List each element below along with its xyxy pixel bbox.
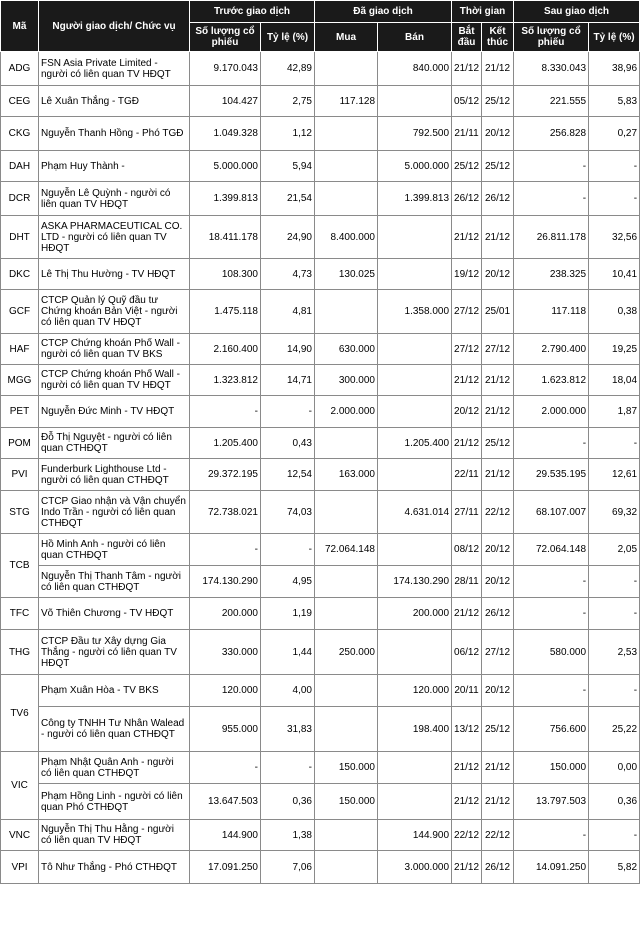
table-row: [1, 752, 640, 784]
header-after-pct: Tỷ lệ (%): [589, 23, 640, 52]
after-qty-cell: -: [514, 428, 589, 459]
person-cell: Nguyễn Thị Thanh Tâm - người có liên quan CTHĐQT: [39, 566, 190, 598]
end-date-cell: 26/12: [482, 182, 514, 216]
after-pct-cell: 25,22: [589, 707, 640, 752]
after-qty-cell: -: [514, 820, 589, 851]
sell-cell: 5.000.000: [378, 151, 452, 182]
table-row: [1, 491, 640, 534]
header-time: Thời gian: [452, 1, 514, 23]
table-row: [1, 566, 640, 598]
stock-code-cell: TV6: [1, 675, 39, 752]
before-pct-cell: 42,89: [261, 52, 315, 86]
person-cell: Phạm Huy Thành -: [39, 151, 190, 182]
table-row: [1, 216, 640, 259]
header-traded: Đã giao dịch: [315, 1, 452, 23]
after-pct-cell: 0,38: [589, 290, 640, 334]
buy-cell: 250.000: [315, 630, 378, 675]
after-qty-cell: 13.797.503: [514, 784, 589, 820]
sell-cell: [378, 334, 452, 365]
stock-code-cell: CKG: [1, 117, 39, 151]
before-qty-cell: 120.000: [190, 675, 261, 707]
header-code: Mã: [1, 1, 39, 52]
stock-code-cell: VPI: [1, 851, 39, 884]
sell-cell: 4.631.014: [378, 491, 452, 534]
person-cell: Hồ Minh Anh - người có liên quan CTHĐQT: [39, 534, 190, 566]
person-cell: CTCP Quản lý Quỹ đầu tư Chứng khoán Bản Việt - người có liên quan TV HĐQT: [39, 290, 190, 334]
stock-code-cell: PVI: [1, 459, 39, 491]
after-pct-cell: 32,56: [589, 216, 640, 259]
person-cell: Võ Thiên Chương - TV HĐQT: [39, 598, 190, 630]
end-date-cell: 26/12: [482, 598, 514, 630]
buy-cell: 150.000: [315, 752, 378, 784]
before-pct-cell: 0,36: [261, 784, 315, 820]
end-date-cell: 21/12: [482, 216, 514, 259]
person-cell: Nguyễn Đức Minh - TV HĐQT: [39, 396, 190, 428]
before-qty-cell: -: [190, 534, 261, 566]
end-date-cell: 27/12: [482, 630, 514, 675]
stock-code-cell: THG: [1, 630, 39, 675]
table-row: [1, 598, 640, 630]
end-date-cell: 20/12: [482, 117, 514, 151]
sell-cell: 840.000: [378, 52, 452, 86]
table-row: [1, 182, 640, 216]
buy-cell: [315, 707, 378, 752]
before-pct-cell: 1,38: [261, 820, 315, 851]
end-date-cell: 20/12: [482, 259, 514, 290]
end-date-cell: 27/12: [482, 334, 514, 365]
header-before-qty: Số lượng cổ phiếu: [190, 23, 261, 52]
table-row: [1, 86, 640, 117]
before-pct-cell: 4,95: [261, 566, 315, 598]
start-date-cell: 05/12: [452, 86, 482, 117]
before-qty-cell: 174.130.290: [190, 566, 261, 598]
after-qty-cell: 14.091.250: [514, 851, 589, 884]
stock-code-cell: VNC: [1, 820, 39, 851]
after-qty-cell: -: [514, 151, 589, 182]
header-end: Kết thúc: [482, 23, 514, 52]
buy-cell: 72.064.148: [315, 534, 378, 566]
header-after-qty: Số lượng cổ phiếu: [514, 23, 589, 52]
before-qty-cell: 104.427: [190, 86, 261, 117]
sell-cell: [378, 752, 452, 784]
table-row: [1, 534, 640, 566]
start-date-cell: 19/12: [452, 259, 482, 290]
after-qty-cell: 256.828: [514, 117, 589, 151]
person-cell: Lê Thị Thu Hường - TV HĐQT: [39, 259, 190, 290]
table-row: [1, 851, 640, 884]
start-date-cell: 13/12: [452, 707, 482, 752]
header-buy: Mua: [315, 23, 378, 52]
before-pct-cell: 31,83: [261, 707, 315, 752]
start-date-cell: 21/12: [452, 52, 482, 86]
end-date-cell: 21/12: [482, 459, 514, 491]
stock-code-cell: GCF: [1, 290, 39, 334]
after-pct-cell: 69,32: [589, 491, 640, 534]
sell-cell: 200.000: [378, 598, 452, 630]
start-date-cell: 08/12: [452, 534, 482, 566]
before-pct-cell: 74,03: [261, 491, 315, 534]
before-pct-cell: 1,44: [261, 630, 315, 675]
end-date-cell: 26/12: [482, 851, 514, 884]
end-date-cell: 25/12: [482, 86, 514, 117]
start-date-cell: 21/12: [452, 598, 482, 630]
after-qty-cell: 221.555: [514, 86, 589, 117]
buy-cell: [315, 290, 378, 334]
buy-cell: 130.025: [315, 259, 378, 290]
before-pct-cell: 7,06: [261, 851, 315, 884]
after-qty-cell: 2.790.400: [514, 334, 589, 365]
before-qty-cell: 1.399.813: [190, 182, 261, 216]
person-cell: Nguyễn Lê Quỳnh - người có liên quan TV HĐQT: [39, 182, 190, 216]
table-row: [1, 290, 640, 334]
header-person: Người giao dịch/ Chức vụ: [39, 1, 190, 52]
after-pct-cell: -: [589, 820, 640, 851]
before-pct-cell: 1,12: [261, 117, 315, 151]
before-qty-cell: 1.475.118: [190, 290, 261, 334]
table-row: [1, 784, 640, 820]
start-date-cell: 28/11: [452, 566, 482, 598]
buy-cell: 8.400.000: [315, 216, 378, 259]
after-pct-cell: -: [589, 598, 640, 630]
sell-cell: [378, 365, 452, 396]
buy-cell: [315, 117, 378, 151]
stock-code-cell: TFC: [1, 598, 39, 630]
start-date-cell: 22/12: [452, 820, 482, 851]
start-date-cell: 21/12: [452, 784, 482, 820]
end-date-cell: 20/12: [482, 534, 514, 566]
person-cell: CTCP Giao nhận và Vận chuyển Indo Trần - người có liên quan CTHĐQT: [39, 491, 190, 534]
after-qty-cell: 756.600: [514, 707, 589, 752]
buy-cell: [315, 52, 378, 86]
end-date-cell: 21/12: [482, 396, 514, 428]
stock-code-cell: PET: [1, 396, 39, 428]
table-row: [1, 459, 640, 491]
after-pct-cell: -: [589, 675, 640, 707]
buy-cell: 300.000: [315, 365, 378, 396]
before-pct-cell: 24,90: [261, 216, 315, 259]
after-qty-cell: 580.000: [514, 630, 589, 675]
sell-cell: 3.000.000: [378, 851, 452, 884]
sell-cell: 144.900: [378, 820, 452, 851]
after-pct-cell: 12,61: [589, 459, 640, 491]
sell-cell: 174.130.290: [378, 566, 452, 598]
after-qty-cell: -: [514, 598, 589, 630]
before-qty-cell: 144.900: [190, 820, 261, 851]
after-qty-cell: 26.811.178: [514, 216, 589, 259]
start-date-cell: 06/12: [452, 630, 482, 675]
person-cell: Nguyễn Thị Thu Hằng - người có liên quan TV HĐQT: [39, 820, 190, 851]
end-date-cell: 20/12: [482, 566, 514, 598]
sell-cell: 1.205.400: [378, 428, 452, 459]
table-row: [1, 707, 640, 752]
after-qty-cell: 8.330.043: [514, 52, 589, 86]
person-cell: Phạm Nhật Quân Anh - người có liên quan CTHĐQT: [39, 752, 190, 784]
before-qty-cell: 1.049.328: [190, 117, 261, 151]
sell-cell: [378, 630, 452, 675]
stock-code-cell: VIC: [1, 752, 39, 820]
before-pct-cell: 14,90: [261, 334, 315, 365]
table-row: [1, 675, 640, 707]
before-pct-cell: 4,81: [261, 290, 315, 334]
person-cell: Phạm Xuân Hòa - TV BKS: [39, 675, 190, 707]
table-row: [1, 365, 640, 396]
buy-cell: [315, 598, 378, 630]
sell-cell: [378, 86, 452, 117]
end-date-cell: 25/01: [482, 290, 514, 334]
person-cell: Tô Như Thắng - Phó CTHĐQT: [39, 851, 190, 884]
stock-code-cell: CEG: [1, 86, 39, 117]
person-cell: FSN Asia Private Limited - người có liên quan TV HĐQT: [39, 52, 190, 86]
before-pct-cell: 4,73: [261, 259, 315, 290]
after-qty-cell: 238.325: [514, 259, 589, 290]
person-cell: CTCP Chứng khoán Phố Wall - người có liên quan TV HĐQT: [39, 365, 190, 396]
person-cell: Phạm Hồng Linh - người có liên quan Phó CTHĐQT: [39, 784, 190, 820]
end-date-cell: 21/12: [482, 784, 514, 820]
before-qty-cell: 5.000.000: [190, 151, 261, 182]
after-qty-cell: 68.107.007: [514, 491, 589, 534]
stock-code-cell: HAF: [1, 334, 39, 365]
sell-cell: 792.500: [378, 117, 452, 151]
stock-code-cell: STG: [1, 491, 39, 534]
start-date-cell: 21/11: [452, 117, 482, 151]
before-qty-cell: -: [190, 396, 261, 428]
before-pct-cell: 14,71: [261, 365, 315, 396]
after-qty-cell: 117.118: [514, 290, 589, 334]
sell-cell: [378, 534, 452, 566]
sell-cell: 120.000: [378, 675, 452, 707]
start-date-cell: 21/12: [452, 216, 482, 259]
before-pct-cell: 5,94: [261, 151, 315, 182]
before-qty-cell: 2.160.400: [190, 334, 261, 365]
table-row: [1, 259, 640, 290]
stock-code-cell: MGG: [1, 365, 39, 396]
after-pct-cell: 2,05: [589, 534, 640, 566]
header-after: Sau giao dịch: [514, 1, 640, 23]
person-cell: Lê Xuân Thắng - TGĐ: [39, 86, 190, 117]
table-row: [1, 117, 640, 151]
before-qty-cell: 330.000: [190, 630, 261, 675]
start-date-cell: 21/12: [452, 428, 482, 459]
stock-code-cell: DHT: [1, 216, 39, 259]
start-date-cell: 27/11: [452, 491, 482, 534]
after-qty-cell: 1.623.812: [514, 365, 589, 396]
stock-code-cell: POM: [1, 428, 39, 459]
after-qty-cell: -: [514, 566, 589, 598]
buy-cell: 150.000: [315, 784, 378, 820]
after-qty-cell: -: [514, 182, 589, 216]
before-qty-cell: 29.372.195: [190, 459, 261, 491]
end-date-cell: 22/12: [482, 820, 514, 851]
person-cell: Công ty TNHH Tư Nhân Walead - người có liên quan CTHĐQT: [39, 707, 190, 752]
start-date-cell: 21/12: [452, 365, 482, 396]
start-date-cell: 27/12: [452, 290, 482, 334]
end-date-cell: 22/12: [482, 491, 514, 534]
table-row: [1, 334, 640, 365]
before-pct-cell: -: [261, 396, 315, 428]
before-qty-cell: 1.205.400: [190, 428, 261, 459]
stock-code-cell: DCR: [1, 182, 39, 216]
before-pct-cell: 0,43: [261, 428, 315, 459]
sell-cell: [378, 259, 452, 290]
person-cell: Đỗ Thị Nguyệt - người có liên quan CTHĐQT: [39, 428, 190, 459]
end-date-cell: 21/12: [482, 52, 514, 86]
header-sell: Bán: [378, 23, 452, 52]
after-pct-cell: 0,36: [589, 784, 640, 820]
buy-cell: 2.000.000: [315, 396, 378, 428]
stock-code-cell: TCB: [1, 534, 39, 598]
header-before: Trước giao dịch: [190, 1, 315, 23]
end-date-cell: 25/12: [482, 707, 514, 752]
after-pct-cell: 0,00: [589, 752, 640, 784]
after-pct-cell: -: [589, 566, 640, 598]
sell-cell: 1.358.000: [378, 290, 452, 334]
before-qty-cell: 1.323.812: [190, 365, 261, 396]
end-date-cell: 21/12: [482, 752, 514, 784]
after-pct-cell: 18,04: [589, 365, 640, 396]
start-date-cell: 21/12: [452, 752, 482, 784]
before-pct-cell: 21,54: [261, 182, 315, 216]
before-qty-cell: 955.000: [190, 707, 261, 752]
after-pct-cell: 2,53: [589, 630, 640, 675]
person-cell: Nguyễn Thanh Hồng - Phó TGĐ: [39, 117, 190, 151]
before-pct-cell: -: [261, 752, 315, 784]
stock-code-cell: DKC: [1, 259, 39, 290]
after-pct-cell: -: [589, 151, 640, 182]
table-row: [1, 820, 640, 851]
before-qty-cell: -: [190, 752, 261, 784]
sell-cell: [378, 459, 452, 491]
before-pct-cell: -: [261, 534, 315, 566]
buy-cell: [315, 566, 378, 598]
after-pct-cell: 38,96: [589, 52, 640, 86]
header-start: Bắt đầu: [452, 23, 482, 52]
after-qty-cell: 72.064.148: [514, 534, 589, 566]
after-pct-cell: -: [589, 182, 640, 216]
start-date-cell: 25/12: [452, 151, 482, 182]
end-date-cell: 25/12: [482, 428, 514, 459]
person-cell: ASKA PHARMACEUTICAL CO. LTD - người có liên quan TV HĐQT: [39, 216, 190, 259]
start-date-cell: 26/12: [452, 182, 482, 216]
start-date-cell: 21/12: [452, 851, 482, 884]
after-pct-cell: 10,41: [589, 259, 640, 290]
before-qty-cell: 72.738.021: [190, 491, 261, 534]
before-qty-cell: 108.300: [190, 259, 261, 290]
before-qty-cell: 9.170.043: [190, 52, 261, 86]
before-qty-cell: 18.411.178: [190, 216, 261, 259]
person-cell: Funderburk Lighthouse Ltd - người có liên quan CTHĐQT: [39, 459, 190, 491]
end-date-cell: 20/12: [482, 675, 514, 707]
before-qty-cell: 200.000: [190, 598, 261, 630]
buy-cell: [315, 820, 378, 851]
after-pct-cell: -: [589, 428, 640, 459]
before-pct-cell: 1,19: [261, 598, 315, 630]
table-body: [1, 52, 640, 884]
after-qty-cell: 29.535.195: [514, 459, 589, 491]
table-row: [1, 428, 640, 459]
buy-cell: 630.000: [315, 334, 378, 365]
buy-cell: 163.000: [315, 459, 378, 491]
after-pct-cell: 1,87: [589, 396, 640, 428]
table-row: [1, 630, 640, 675]
before-pct-cell: 12,54: [261, 459, 315, 491]
start-date-cell: 22/11: [452, 459, 482, 491]
after-qty-cell: 2.000.000: [514, 396, 589, 428]
buy-cell: [315, 491, 378, 534]
end-date-cell: 25/12: [482, 151, 514, 182]
sell-cell: 1.399.813: [378, 182, 452, 216]
start-date-cell: 20/11: [452, 675, 482, 707]
before-pct-cell: 4,00: [261, 675, 315, 707]
sell-cell: [378, 784, 452, 820]
buy-cell: [315, 428, 378, 459]
sell-cell: [378, 216, 452, 259]
stock-code-cell: ADG: [1, 52, 39, 86]
table-row: [1, 52, 640, 86]
after-pct-cell: 19,25: [589, 334, 640, 365]
buy-cell: 117.128: [315, 86, 378, 117]
sell-cell: 198.400: [378, 707, 452, 752]
person-cell: CTCP Đầu tư Xây dựng Gia Thắng - người có liên quan TV HĐQT: [39, 630, 190, 675]
after-qty-cell: -: [514, 675, 589, 707]
start-date-cell: 27/12: [452, 334, 482, 365]
after-pct-cell: 5,83: [589, 86, 640, 117]
start-date-cell: 20/12: [452, 396, 482, 428]
header-before-pct: Tỷ lệ (%): [261, 23, 315, 52]
person-cell: CTCP Chứng khoán Phố Wall - người có liên quan TV BKS: [39, 334, 190, 365]
buy-cell: [315, 851, 378, 884]
before-qty-cell: 17.091.250: [190, 851, 261, 884]
after-pct-cell: 0,27: [589, 117, 640, 151]
before-qty-cell: 13.647.503: [190, 784, 261, 820]
buy-cell: [315, 182, 378, 216]
after-qty-cell: 150.000: [514, 752, 589, 784]
stock-code-cell: DAH: [1, 151, 39, 182]
buy-cell: [315, 675, 378, 707]
sell-cell: [378, 396, 452, 428]
table-row: [1, 151, 640, 182]
before-pct-cell: 2,75: [261, 86, 315, 117]
after-pct-cell: 5,82: [589, 851, 640, 884]
buy-cell: [315, 151, 378, 182]
end-date-cell: 21/12: [482, 365, 514, 396]
table-row: [1, 396, 640, 428]
